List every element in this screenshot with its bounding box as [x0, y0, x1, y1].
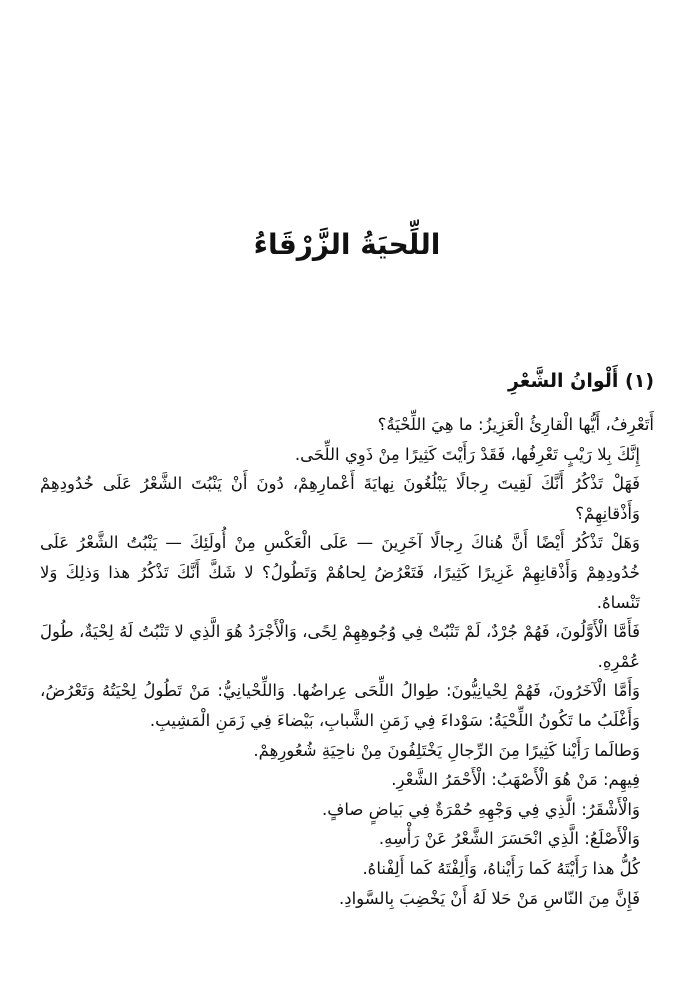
paragraph: وَالْأَشْقَرُ: الَّذِي فِي وَجْهِهِ حُمْرَةٌ فِي بَياضٍ صافٍ. [321, 799, 640, 819]
paragraph: وَالْأَصْلَعُ: الَّذِي انْحَسَرَ الشَّعْرُ عَنْ رَأْسِهِ. [378, 829, 640, 849]
section-heading: (١) أَلْوانُ الشَّعْرِ [507, 370, 654, 392]
paragraph: وَطالَما رَأَيْنا كَثِيرًا مِنَ الرِّجالِ يَخْتَلِفُونَ مِنْ ناحِيَةِ شُعُورِهِمْ. [253, 740, 640, 760]
paragraph: فِيهِم: مَنْ هُوَ الْأَصْهَبُ: الْأَحْمَرُ الشَّعْرِ. [391, 770, 640, 790]
body-text [40, 410, 654, 913]
paragraph: فَأَمَّا الْأَوَّلُونَ، فَهُمْ جُرْدٌ، لَمْ تَنْبُتْ فِي وُجُوهِهِمْ لِحًى، وَالْأَجْرَدُ هُوَ الَّذِي لا تَنْبُتُ لَهُ لِحْيَةٌ، طُولَ عُمْرِهِ. [40, 622, 640, 671]
paragraph: كُلُّ هذا رَأَيْتَهُ كَما رَأَيْناهُ، وَأَلِفْتَهُ كَما أَلِفْناهُ. [362, 858, 640, 878]
paragraph: أَتَعْرِفُ، أَيُّها الْقارِئُ الْعَزِيزُ: ما هِيَ اللِّحْيَةُ؟ [377, 415, 654, 434]
paragraph: وَهَلْ تَذْكُرُ أَيْضًا أَنَّ هُناكَ رِجالًا آخَرِينَ — عَلَى الْعَكْسِ مِنْ أُولَئِكَ — يَنْبُتُ الشَّعْرُ عَلَى خُدُودِهِمْ وَأَذْقانِهِمْ غَزِيرًا كَثِيرًا، فَتَعْرُضُ لِحاهُمْ وَتَطُولُ؟ لا شَكَّ أَنَّكَ تَذْكُرُ هذا وَذلِكَ وَلا تَنْساهُ. [40, 533, 640, 612]
chapter-title: اللِّحيَةُ الزَّرْقَاءُ [253, 228, 441, 261]
paragraph: إِنَّكَ بِلا رَيْبٍ تَعْرِفُها، فَقَدْ رَأَيْتَ كَثِيرًا مِنْ ذَوِي اللِّحَى. [294, 444, 640, 464]
paragraph: فَإِنَّ مِنَ النّاسِ مَنْ حَلا لَهُ أَنْ يَخْضِبَ بِالسَّوادِ. [339, 888, 640, 908]
paragraph: فَهَلْ تَذْكُرُ أَنَّكَ لَقِيتَ رِجالًا يَبْلُغُونَ نِهايَةَ أَعْمارِهِمْ، دُونَ أَنْ يَنْبُتَ الشَّعْرُ عَلَى خُدُودِهِمْ وَأَذْقانِهِمْ؟ [40, 474, 640, 523]
document-page [40, 0, 654, 1000]
paragraph: وَأَمَّا الْآخَرُونَ، فَهُمْ لِحْيانِيُّونَ: طِوالُ اللِّحَى عِراضُها. وَاللِّحْيانِيُّ: مَنْ تَطُولُ لِحْيَتُهُ وَتَعْرُضُ، وَأَغْلَبُ ما تَكُونُ اللِّحْيَةُ: سَوْداءَ فِي زَمَنِ الشَّبابِ، بَيْضاءَ فِي زَمَنِ الْمَشِيبِ. [40, 681, 640, 730]
